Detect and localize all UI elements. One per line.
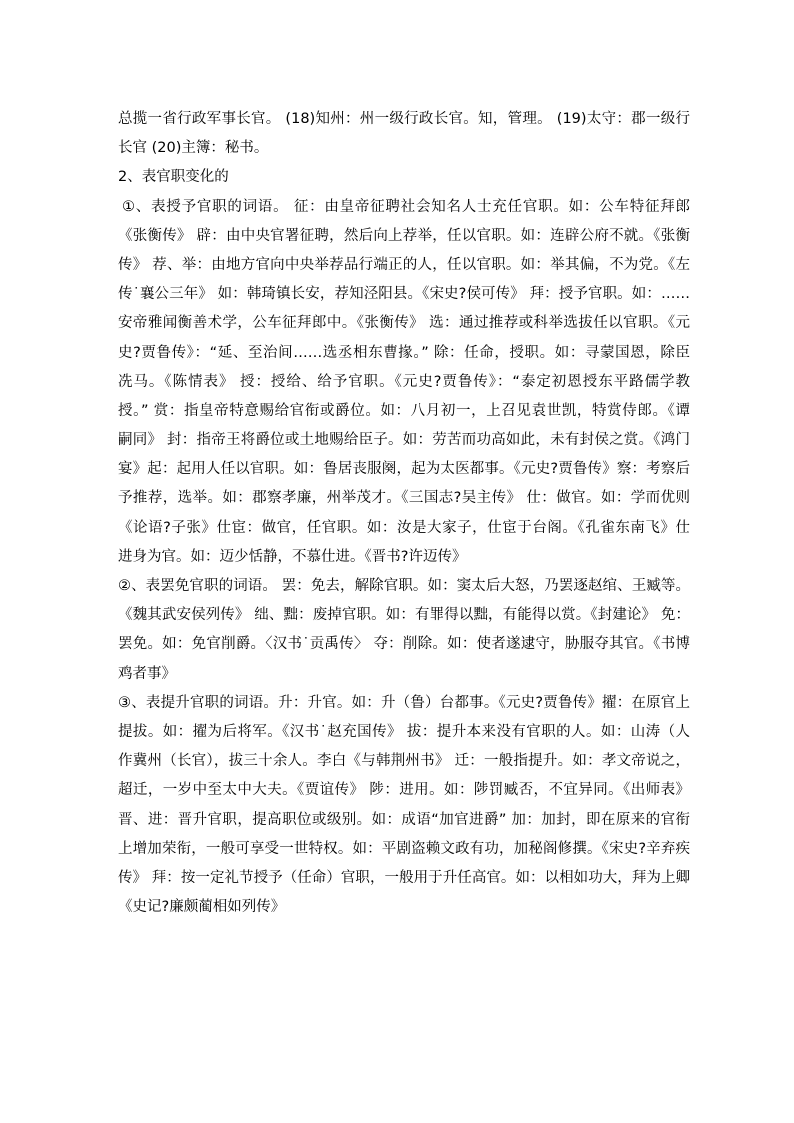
text-line: 予推荐，选举。如：郡察孝廉，州举茂才。《三国志?吴主传》 仕：做官。如：学而优则 — [118, 490, 690, 507]
subsection-heading: ①、表授予官职的词语。 征：由皇帝征聘社会知名人士充任官职。如：公车特征拜郎 — [122, 198, 690, 215]
text-line: 作冀州（长官），拔三十余人。李白《与韩荆州书》 迁：一般指提升。如：孝文帝说之， — [118, 753, 690, 770]
text-line: 鸡者事》 — [118, 665, 176, 682]
text-line: 冼马。《陈情表》 授：授给、给予官职。《元史?贾鲁传》：“泰定初恩授东平路儒学教 — [118, 373, 690, 390]
text-line: 超迁，一岁中至太中大夫。《贾谊传》 陟：进用。如：陟罚臧否，不宜异同。《出师表》 — [118, 782, 690, 799]
text-line: 罢免。如：免官削爵。〈汉书˙贡禹传〉 夺：削除。如：使者遂逮守，胁服夺其官。《书博 — [118, 636, 690, 653]
text-line: 史?贾鲁传》：“延、至治间……选丞相东曹掾。” 除：任命，授职。如：寻蒙国恩，除臣 — [118, 344, 690, 361]
text-line: 《论语?子张》仕宦：做官，任官职。如：汝是大家子，仕宦于台阁。《孔雀东南飞》仕 — [118, 519, 690, 536]
text-line: 授。” 赏：指皇帝特意赐给官衔或爵位。如：八月初一，上召见袁世凯，特赏侍郎。《谭 — [118, 402, 690, 419]
text-line: 传》 拜：按一定礼节授予（任命）官职，一般用于升任高官。如：以相如功大，拜为上卿 — [118, 869, 690, 886]
text-line: 宴》起：起用人任以官职。如：鲁居丧服阕，起为太医都事。《元史?贾鲁传》察：考察后 — [118, 461, 690, 478]
text-line: 传˙襄公三年》 如：韩琦镇长安，荐知泾阳县。《宋史?侯可传》 拜：授予官职。如：…… — [118, 286, 690, 303]
section-heading: 2、表官职变化的 — [118, 169, 229, 186]
text-line: 嗣同》 封：指帝王将爵位或土地赐给臣子。如：劳苦而功高如此，未有封侯之赏。《鸿门 — [118, 432, 690, 449]
text-line: 上增加荣衔，一般可享受一世特权。如：平剧盗赖文政有功，加秘阁修撰。《宋史?辛弃疾 — [118, 840, 690, 857]
text-line: 长官 (20)主簿：秘书。 — [118, 140, 269, 157]
text-line: 传》 荐、举：由地方官向中央举荐品行端正的人，任以官职。如：举其偏，不为党。《左 — [118, 256, 690, 273]
subsection-heading: ③、表提升官职的词语。升：升官。如：升（鲁）台都事。《元史?贾鲁传》擢：在原官上 — [118, 694, 690, 711]
text-line: 《魏其武安侯列传》 绌、黜：废掉官职。如：有罪得以黜，有能得以赏。《封建论》 免： — [118, 607, 690, 624]
text-line: 进身为官。如：迈少恬静，不慕仕进。《晋书?许迈传》 — [118, 548, 467, 565]
document-page — [118, 105, 690, 922]
text-line: 《张衡传》 辟：由中央官署征聘，然后向上荐举，任以官职。如：连辟公府不就。《张衡 — [118, 227, 690, 244]
text-line: 总揽一省行政军事长官。 (18)知州：州一级行政长官。知，管理。 (19)太守：郡一级行 — [118, 111, 690, 127]
text-line: 安帝雅闻衡善术学，公车征拜郎中。《张衡传》 选：通过推荐或科举选拔任以官职。《元 — [118, 315, 690, 332]
text-line: 《史记?廉颇蔺相如列传》 — [118, 899, 286, 916]
text-line: 提拔。如：擢为后将军。《汉书˙赵充国传》 拔：提升本来没有官职的人。如：山涛（人 — [118, 723, 690, 740]
subsection-heading: ②、表罢免官职的词语。 罢：免去，解除官职。如：窦太后大怒，乃罢逐赵绾、王臧等。 — [118, 578, 690, 594]
text-line: 晋、进：晋升官职，提高职位或级别。如：成语“加官进爵” 加：加封，即在原来的官衔 — [118, 811, 690, 828]
